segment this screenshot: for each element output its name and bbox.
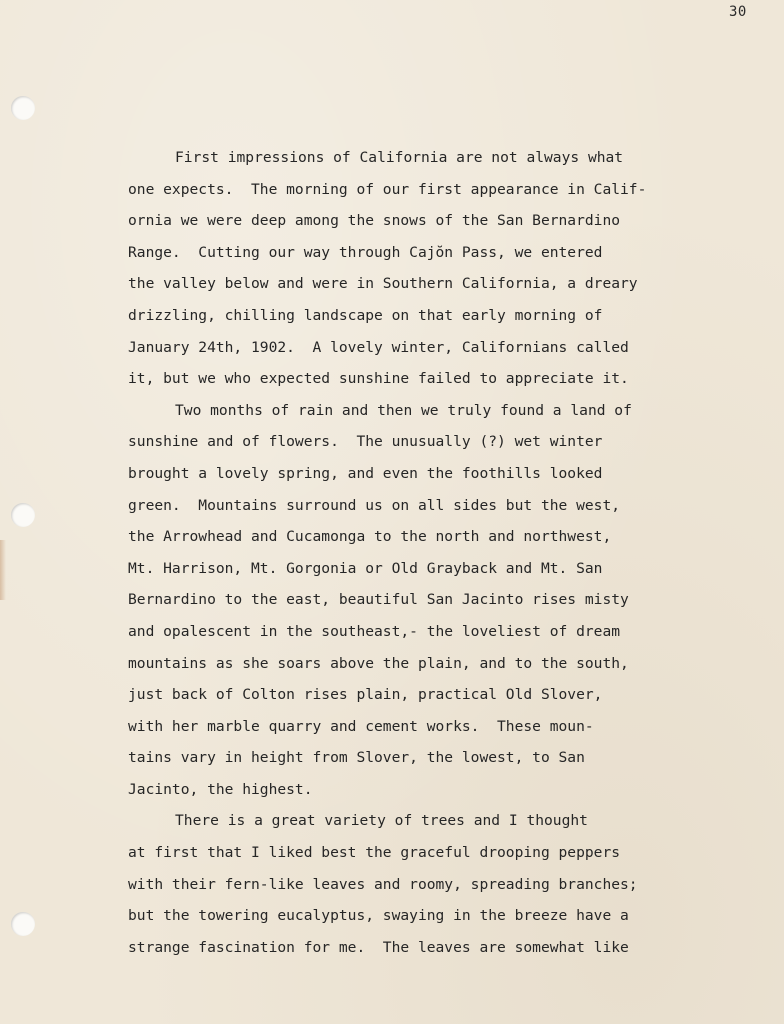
text-line: sunshine and of flowers. The unusually (?) wet winter bbox=[128, 433, 603, 451]
text-line: and opalescent in the southeast,- the loveliest of dream bbox=[128, 622, 621, 640]
text-line: with her marble quarry and cement works. These moun- bbox=[128, 717, 594, 735]
text-line: Two months of rain and then we truly found a land of bbox=[175, 401, 632, 419]
paper-stain bbox=[0, 540, 6, 600]
text-line: just back of Colton rises plain, practical Old Slover, bbox=[128, 686, 603, 704]
typewritten-body bbox=[128, 142, 728, 963]
text-line: with their fern-like leaves and roomy, spreading branches; bbox=[128, 875, 638, 893]
text-line: strange fascination for me. The leaves are somewhat like bbox=[128, 938, 629, 956]
text-line: the valley below and were in Southern California, a dreary bbox=[128, 275, 638, 293]
text-line: Bernardino to the east, beautiful San Jacinto rises misty bbox=[128, 591, 629, 609]
text-line: it, but we who expected sunshine failed to appreciate it. bbox=[128, 370, 629, 388]
text-line: Jacinto, the highest. bbox=[128, 780, 313, 798]
text-line: Range. Cutting our way through Cajŏn Pass, we entered bbox=[128, 243, 603, 261]
text-line: one expects. The morning of our first appearance in Calif- bbox=[128, 180, 647, 198]
text-line: brought a lovely spring, and even the foothills looked bbox=[128, 464, 603, 482]
text-line: ornia we were deep among the snows of the San Bernardino bbox=[128, 212, 621, 230]
text-line: but the towering eucalyptus, swaying in the breeze have a bbox=[128, 907, 629, 925]
text-line: First impressions of California are not always what bbox=[175, 149, 624, 166]
text-line: Mt. Harrison, Mt. Gorgonia or Old Grayback and Mt. San bbox=[128, 559, 603, 577]
text-line: the Arrowhead and Cucamonga to the north and northwest, bbox=[128, 528, 612, 546]
text-line: at first that I liked best the graceful drooping peppers bbox=[128, 844, 621, 862]
punch-hole bbox=[11, 503, 35, 527]
text-line: mountains as she soars above the plain, and to the south, bbox=[128, 654, 629, 672]
text-line: drizzling, chilling landscape on that early morning of bbox=[128, 306, 603, 324]
punch-hole bbox=[11, 912, 35, 936]
page-number: 30 bbox=[729, 4, 747, 20]
text-line: green. Mountains surround us on all sides but the west, bbox=[128, 496, 621, 514]
text-line: tains vary in height from Slover, the lowest, to San bbox=[128, 749, 585, 767]
text-line: There is a great variety of trees and I thought bbox=[175, 812, 588, 830]
text-line: January 24th, 1902. A lovely winter, Californians called bbox=[128, 338, 629, 356]
punch-hole bbox=[11, 96, 35, 120]
